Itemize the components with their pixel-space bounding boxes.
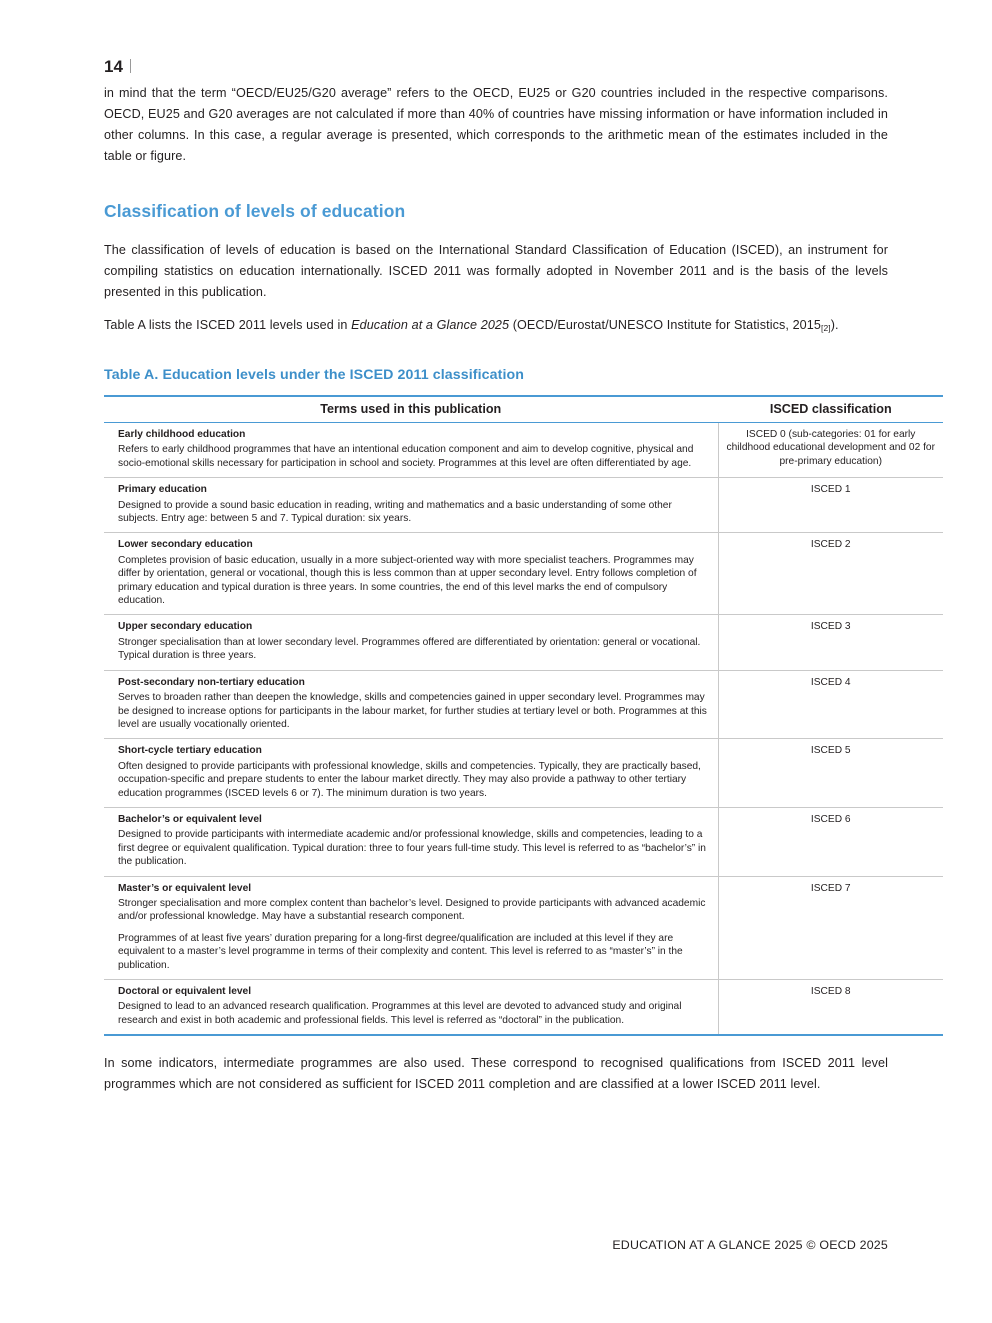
row-text: Designed to lead to an advanced research qualification. Programmes at this level are devoted to advanced study and original research and exist in both academic and professional fields. This level is referred as “doctoral” in the publication. <box>118 1001 682 1026</box>
row-description <box>104 423 718 478</box>
table-row <box>104 670 943 739</box>
table-header-row <box>104 396 943 423</box>
table-row <box>104 807 943 876</box>
row-text: Stronger specialisation and more complex content than bachelor’s level. Designed to provide participants with advanced academic and/or professional knowledge. May have a substantial research component. <box>118 897 706 923</box>
paragraph-2-part3: ). <box>830 318 839 332</box>
section-paragraph-1: The classification of levels of education is based on the International Standard Classification of Education (ISCED), an instrument for compiling statistics on education internationally. ISCED 2011 was formally adopted in November 2011 and is the basis of the levels presented in this publication. <box>104 243 888 299</box>
publication-title: Education at a Glance 2025 <box>351 318 510 332</box>
row-term: Upper secondary education <box>118 621 253 633</box>
row-isced-code: ISCED 0 (sub-categories: 01 for early childhood educational development and 02 for pre-primary education) <box>718 423 943 478</box>
row-isced-code: ISCED 8 <box>718 980 943 1036</box>
section-paragraph-2 <box>104 315 888 337</box>
row-term: Bachelor’s or equivalent level <box>118 813 262 825</box>
table-row <box>104 739 943 808</box>
header-divider <box>130 59 131 73</box>
column-header-isced: ISCED classification <box>718 396 943 423</box>
row-description <box>104 739 718 808</box>
row-term: Primary education <box>118 484 207 496</box>
row-description <box>104 615 718 670</box>
page-footer: EDUCATION AT A GLANCE 2025 © OECD 2025 <box>612 1238 888 1252</box>
paragraph-2-part2: (OECD/Eurostat/UNESCO Institute for Statistics, 2015 <box>509 318 821 332</box>
table-row <box>104 615 943 670</box>
row-text: Refers to early childhood programmes that have an intentional education component and aim to develop cognitive, physical and socio-emotional skills necessary for participation in school and society. Programmes at this level are often differentiated by age. <box>118 444 694 469</box>
table-row <box>104 478 943 533</box>
page-content <box>104 0 935 1107</box>
row-term: Short-cycle tertiary education <box>118 745 262 757</box>
row-isced-code: ISCED 2 <box>718 533 943 615</box>
table-row <box>104 423 943 478</box>
table-row <box>104 980 943 1036</box>
row-description <box>104 533 718 615</box>
table-body <box>104 423 943 1036</box>
row-isced-code: ISCED 3 <box>718 615 943 670</box>
row-term: Lower secondary education <box>118 539 253 551</box>
row-text: Designed to provide a sound basic education in reading, writing and mathematics and a basic understanding of some other subjects. Entry age: between 5 and 7. Typical duration: six years. <box>118 499 672 525</box>
row-description <box>104 478 718 533</box>
page-header <box>104 57 888 83</box>
row-isced-code: ISCED 4 <box>718 670 943 739</box>
row-text: Completes provision of basic education, usually in a more subject-oriented way with more specialist teachers. Programmes may differ by orientation, general or vocational, though this is less common than at upper secondary level. Entry follows completion of primary education and typical duration is three years. In some countries, the end of this level marks the end of compulsory education. <box>118 554 697 607</box>
row-text-2: Programmes of at least five years’ duration preparing for a long-first degree/qualification are included at this level if they are equivalent to a master’s level programme in terms of their complexity and content. This level is referred to as “master’s” in the publication. <box>118 932 683 971</box>
row-term: Post-secondary non-tertiary education <box>118 676 305 688</box>
paragraph-2-part1: Table A lists the ISCED 2011 levels used in <box>104 318 352 332</box>
row-text: Designed to provide participants with intermediate academic and/or professional knowledge, skills and competencies, leading to a first degree or equivalent qualification. Typical duration: three to four years full-time study. This level is referred to as “bachelor’s” in the publication. <box>118 829 706 868</box>
table-row <box>104 533 943 615</box>
table-row <box>104 876 943 979</box>
row-text: Stronger specialisation than at lower secondary level. Programmes offered are differentiated by orientation: general or vocational. Typical duration is three years. <box>118 636 701 662</box>
row-term: Doctoral or equivalent level <box>118 986 252 997</box>
page-number: 14 <box>104 57 123 76</box>
row-description <box>104 980 718 1036</box>
row-term: Master’s or equivalent level <box>118 882 252 894</box>
column-header-terms: Terms used in this publication <box>104 396 718 423</box>
row-isced-code: ISCED 5 <box>718 739 943 808</box>
table-title: Table A. Education levels under the ISCED 2011 classification <box>104 367 525 383</box>
closing-paragraph: In some indicators, intermediate programmes are also used. These correspond to recognised qualifications from ISCED 2011 level programmes which are not considered as sufficient for ISCED 2011 completion and are classified at a lower ISCED 2011 level. <box>104 1056 888 1092</box>
reference-marker[interactable]: [2] <box>821 323 831 333</box>
section-title: Classification of levels of education <box>104 201 406 221</box>
row-isced-code: ISCED 7 <box>718 876 943 979</box>
row-text: Serves to broaden rather than deepen the knowledge, skills and competencies gained in upper secondary level. Programmes may be designed to increase options for participants in the labour market, for further studies at tertiary level or both. Programmes at this level are usually vocationally oriented. <box>118 692 707 730</box>
isced-table <box>104 395 943 1036</box>
intro-paragraph: in mind that the term “OECD/EU25/G20 average” refers to the OECD, EU25 or G20 countries included in the respective comparisons. OECD, EU25 and G20 averages are not calculated if more than 40% of countries have missing information or have information included in other columns. In this case, a regular average is presented, which corresponds to the arithmetic mean of the estimates included in the table or figure. <box>104 86 888 163</box>
row-isced-code: ISCED 1 <box>718 478 943 533</box>
row-description <box>104 670 718 739</box>
row-text: Often designed to provide participants with professional knowledge, skills and competencies. Typically, they are practically based, occupation-specific and prepare students to enter the labour market directly. They may also provide a pathway to other tertiary education programmes (ISCED levels 6 or 7). The minimum duration is two years. <box>118 760 701 799</box>
table-head <box>104 396 943 423</box>
row-term: Early childhood education <box>118 429 246 440</box>
row-description <box>104 807 718 876</box>
row-description <box>104 876 718 979</box>
row-isced-code: ISCED 6 <box>718 807 943 876</box>
